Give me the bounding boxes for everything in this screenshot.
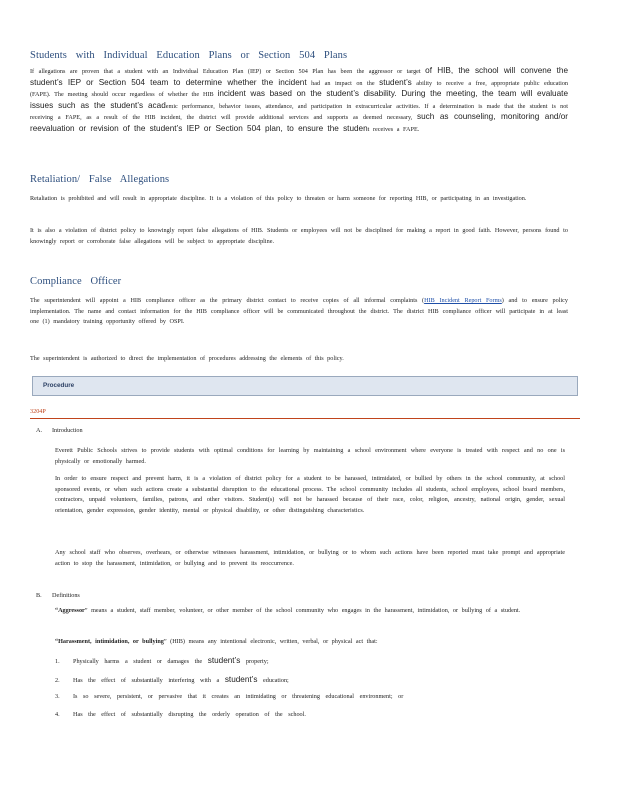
list-item-text-end: education; [263, 677, 289, 684]
list-item-text: Is so severe, persistent, or pervasive that it creates an intimidating or threatening educational environment; or [73, 693, 404, 700]
students-iep-line-1: If allegations are proven that a student with an Individual Education Plan (IEP) or Section 504 Plan has been the aggressor or target [30, 68, 421, 75]
hib-term: “Harassment, intimidation, or bullying [55, 638, 164, 645]
compliance-heading: Compliance Officer [30, 276, 122, 287]
section-a-letter: A. [36, 427, 43, 434]
section-a-title: Introduction [52, 427, 83, 434]
hib-definition [55, 637, 565, 648]
students-iep-line-6-big: such as counseling, monitoring and/or reevaluation or revision of the student’s IEP or Section 504 plan, to ensure the studen [30, 112, 569, 133]
list-item [55, 693, 403, 700]
list-item-text: Physically harms a student or damages the [73, 658, 203, 665]
list-item-emphasis: student’s [207, 656, 241, 665]
section-b-letter: B. [36, 592, 42, 599]
compliance-paragraph-2: The superintendent is authorized to direct the implementation of procedures addressing the elements of this policy. [30, 355, 344, 362]
section-a-paragraph-1: Everett Public Schools strives to provide students with optimal conditions for learning by maintaining a school environment where everyone is treated with respect and no one is physically or emotionally harmed. [55, 447, 565, 465]
aggressor-definition-text: ” means a student, staff member, volunteer, or other member of the school community who engages in the harassment, intimidation, or bullying of a student. [84, 607, 521, 614]
students-iep-line-4-big: incident was based on the student’s disability. During the meeting, the team will evaluate issues such as the student’s acad [30, 89, 568, 110]
students-iep-line-3-small: ability to receive a free, appropriate public education (FAPE). The meeting should occur regardless of whether the HIB [30, 79, 569, 98]
students-iep-line-2-small: had an impact on the [311, 79, 375, 87]
list-item-number: 1. [55, 658, 60, 665]
students-iep-line-5: performance, behavior issues, attendance, and participation in extracurricular activities. If a determination is made that the student is not receiving a FAPE, as a result of the HIB incident, the district will provide additional services and supports as deemed necessary, [30, 102, 569, 121]
list-item-emphasis: student’s [224, 675, 258, 684]
students-iep-line-2-big: of HIB, the school will convene the student’s IEP or Section 504 team to determine whether the incident [30, 66, 569, 87]
procedure-label: Procedure [43, 382, 75, 389]
section-a-heading [36, 427, 83, 434]
retaliation-paragraph-2: It is also a violation of district policy to knowingly report false allegations of HIB. Students or employees will not be disciplined for making a report in good faith. However, persons found to knowingly report or corroborate false allegations will be subject to appropriate discipline. [30, 227, 568, 245]
compliance-text-b: ) and to ensure policy implementation. The name and contact information for the HIB compliance officer will be communicated throughout the district. The district HIB compliance officer will participate in at least one (1) mandatory training opportunity offered by OSPI. [30, 297, 568, 325]
section-a-paragraph-3: Any school staff who observes, overhears, or otherwise witnesses harassment, intimidation, or bullying or to whom such actions have been reported must take prompt and appropriate action to stop the harassment, intimidation, or bullying and to prevent its reoccurrence. [55, 549, 565, 567]
procedure-banner [32, 376, 578, 396]
students-iep-line-6-small: t receives [367, 125, 394, 133]
procedure-code: 3204P [30, 408, 46, 415]
list-item [55, 656, 269, 665]
list-item [55, 711, 306, 718]
section-a-paragraph-2: In order to ensure respect and prevent harm, it is a violation of district policy for a student to be harassed, intimidated, or bullied by others in the school community, at school sponsored events, or when such actions create a substantial disruption to the educational process. The school community includes all students, school employees, school board members, contractors, unpaid volunteers, families, patrons, and other visitors. Student(s) will not be harassed because of their race, color, religion, ancestry, national origin, gender, sexual orientation, gender expression, gender identity, mental or physical disability, or other distinguishing characteristics. [55, 475, 565, 514]
compliance-text-a: The superintendent will appoint a HIB compliance officer as the primary district contact to receive copies of all informal complaints ( [30, 297, 425, 304]
list-item [55, 675, 289, 684]
students-iep-line-3-big: student’s [379, 77, 412, 87]
list-item-number: 3. [55, 693, 60, 700]
students-iep-line-4-small: emic [165, 102, 178, 110]
list-item-text: Has the effect of substantially interfering with a [73, 677, 220, 684]
list-item-number: 4. [55, 711, 60, 718]
aggressor-definition [55, 606, 565, 617]
retaliation-paragraph-1: Retaliation is prohibited and will result in appropriate discipline. It is a violation of this policy to threaten or harm someone for reporting HIB, or participating in an investigation. [30, 195, 527, 202]
aggressor-term: “Aggressor [55, 607, 85, 614]
list-item-text: Has the effect of substantially disrupting the orderly operation of the school. [73, 711, 306, 718]
compliance-paragraph-1 [30, 296, 568, 328]
hib-incident-report-forms-link[interactable]: HIB Incident Report Forms [424, 297, 502, 304]
retaliation-heading: Retaliation/ False Allegations [30, 174, 170, 185]
students-iep-line-7: a FAPE. [396, 125, 420, 133]
section-b-title: Definitions [52, 592, 80, 599]
hib-definition-text: ” (HIB) means any intentional electronic, written, verbal, or physical act that: [163, 638, 378, 645]
procedure-divider [30, 418, 580, 419]
list-item-number: 2. [55, 677, 60, 684]
section-b-heading [36, 592, 80, 599]
students-iep-paragraph [30, 66, 568, 135]
list-item-text-end: property; [245, 658, 269, 665]
students-iep-heading: Students with Individual Education Plans or Section 504 Plans [30, 50, 348, 61]
